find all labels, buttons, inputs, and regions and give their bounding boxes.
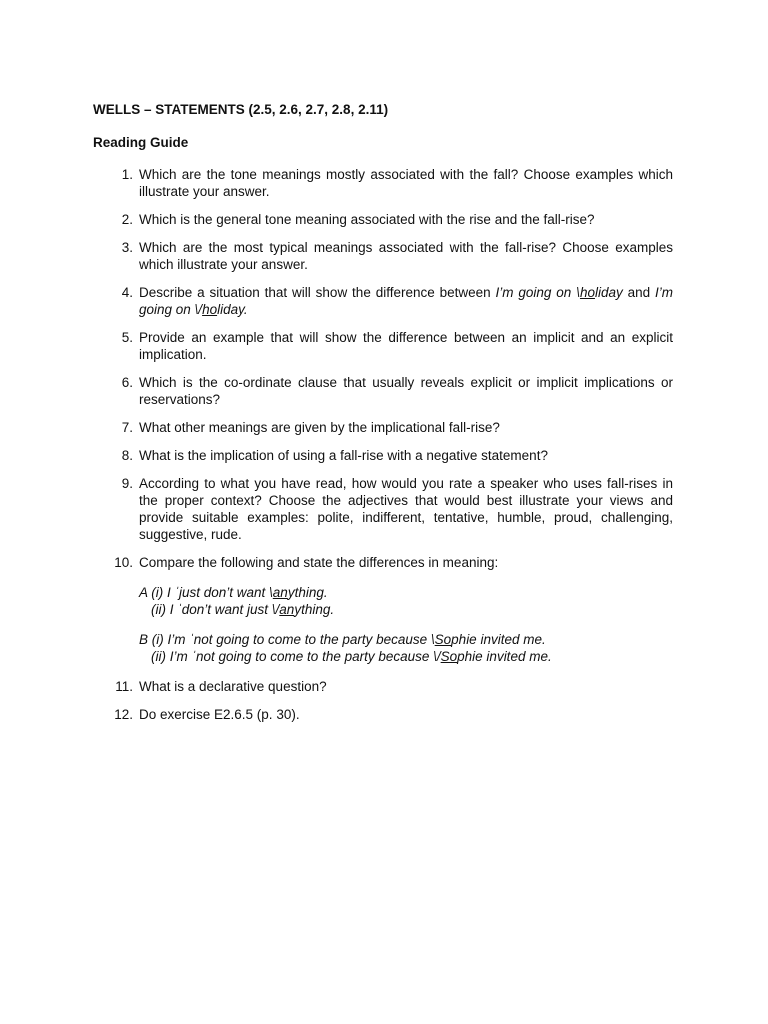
question-text: Which is the co-ordinate clause that usually reveals explicit or implicit implications or reservations? bbox=[139, 375, 673, 407]
nucleus-syllable: an bbox=[272, 585, 288, 600]
question-text: Which are the most typical meanings associated with the fall-rise? Choose examples which illustrate your answer. bbox=[139, 240, 673, 272]
nucleus-syllable: So bbox=[434, 632, 452, 647]
example-pair-a bbox=[139, 584, 673, 618]
example-phrase-fall bbox=[496, 285, 623, 300]
question-number: 1. bbox=[121, 167, 133, 182]
question-number: 5. bbox=[121, 330, 133, 345]
question-text: Provide an example that will show the difference between an implicit and an explicit implication. bbox=[139, 330, 673, 362]
question-number: 10. bbox=[114, 555, 133, 570]
question-text-post: . bbox=[243, 302, 248, 317]
example-part: (ii) I ˈdon’t want just \/ bbox=[151, 602, 280, 617]
question-item bbox=[93, 166, 673, 200]
question-item bbox=[93, 374, 673, 408]
question-item bbox=[93, 239, 673, 273]
example-line bbox=[139, 584, 673, 601]
example-part: I’m going on \ bbox=[495, 285, 580, 300]
question-item bbox=[93, 211, 673, 228]
question-item bbox=[93, 678, 673, 695]
nucleus-syllable: an bbox=[279, 602, 295, 617]
question-number: 6. bbox=[121, 375, 133, 390]
example-sentences bbox=[139, 584, 673, 665]
example-part: phie invited me. bbox=[451, 632, 546, 647]
nucleus-syllable: ho bbox=[202, 302, 218, 317]
question-item bbox=[93, 706, 673, 723]
question-text-pre: Describe a situation that will show the difference between bbox=[139, 285, 496, 300]
question-number: 2. bbox=[121, 212, 133, 227]
example-part: liday bbox=[594, 285, 623, 300]
nucleus-syllable: ho bbox=[579, 285, 595, 300]
example-line bbox=[139, 648, 673, 665]
example-line bbox=[139, 601, 673, 618]
question-item bbox=[93, 419, 673, 436]
question-number: 11. bbox=[115, 679, 133, 694]
nucleus-syllable: So bbox=[440, 649, 458, 664]
document-title: WELLS – STATEMENTS (2.5, 2.6, 2.7, 2.8, 2.11) bbox=[93, 102, 389, 117]
example-pair-b bbox=[139, 631, 673, 665]
question-number: 9. bbox=[121, 476, 133, 491]
question-item bbox=[93, 284, 673, 318]
question-item bbox=[93, 554, 673, 665]
example-part: ything. bbox=[287, 585, 328, 600]
question-item bbox=[93, 475, 673, 543]
question-text-mid: and bbox=[622, 285, 655, 300]
example-part: (ii) I’m ˈnot going to come to the party because \/ bbox=[151, 649, 441, 664]
document-page bbox=[93, 101, 673, 734]
example-part: phie invited me. bbox=[457, 649, 552, 664]
question-item bbox=[93, 329, 673, 363]
question-text: What other meanings are given by the implicational fall-rise? bbox=[139, 420, 500, 435]
question-list bbox=[93, 166, 673, 723]
section-heading: Reading Guide bbox=[93, 135, 189, 150]
example-part: B (i) I’m ˈnot going to come to the party because \ bbox=[139, 632, 435, 647]
question-text: Compare the following and state the differences in meaning: bbox=[139, 555, 499, 570]
question-text: Which is the general tone meaning associated with the rise and the fall-rise? bbox=[139, 212, 595, 227]
question-text: Which are the tone meanings mostly associated with the fall? Choose examples which illustrate your answer. bbox=[139, 167, 673, 199]
example-line bbox=[139, 631, 673, 648]
question-text: Do exercise E2.6.5 (p. 30). bbox=[139, 707, 300, 722]
example-part: liday bbox=[217, 302, 244, 317]
example-part: A (i) I ˈjust don’t want \ bbox=[139, 585, 273, 600]
question-number: 4. bbox=[121, 285, 133, 300]
question-item bbox=[93, 447, 673, 464]
question-number: 8. bbox=[121, 448, 133, 463]
question-text: What is the implication of using a fall-rise with a negative statement? bbox=[139, 448, 548, 463]
question-number: 7. bbox=[121, 420, 133, 435]
question-number: 12. bbox=[114, 707, 133, 722]
example-part: I’m going on \/ bbox=[139, 285, 673, 317]
question-text: What is a declarative question? bbox=[139, 679, 327, 694]
question-text: According to what you have read, how would you rate a speaker who uses fall-rises in the proper context? Choose the adjectives that would best illustrate your views and provide suitable examples: polite, indifferent, tentative, humble, proud, challenging, suggestive, rude. bbox=[139, 476, 673, 542]
example-part: ything. bbox=[294, 602, 335, 617]
question-number: 3. bbox=[121, 240, 133, 255]
